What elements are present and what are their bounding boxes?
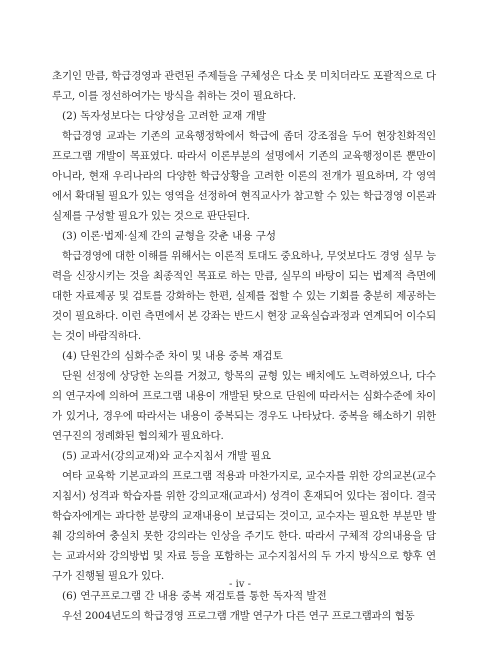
paragraph: 단원 선정에 상당한 논의를 거쳤고, 항목의 균형 있는 배치에도 노력하였으나, 다수의 연구자에 의하여 프로그램 내용이 개발된 탓으로 단원에 따라서는 심화수준에 차이가 있거나, 경우에 따라서는 내용이 중복되는 경우도 나타났다. 중복을 해소하기 위한 연구진의 정례화된 협의체가 필요하다. [52, 370, 436, 442]
section-heading: (5) 교과서(강의교재)와 교수지침서 개발 필요 [62, 450, 271, 462]
section-heading: (3) 이론·법제·실제 간의 균형을 갖춘 내용 구성 [62, 230, 277, 242]
page-number: - iv - [229, 579, 251, 590]
paragraph: 초기인 만큼, 학급경영과 관련된 주제들을 구체성은 다소 못 미치더라도 포괄적으로 다루고, 이를 정선하여가는 방식을 취하는 것이 필요하다. [52, 70, 436, 102]
body-text [52, 66, 436, 626]
paragraph: 우선 2004년도의 학급경영 프로그램 개발 연구가 다른 연구 프로그램과의 협동 [62, 610, 415, 622]
paragraph: 학급경영 교과는 기존의 교육행정학에서 학급에 좀더 강조점을 두어 현장친화적인 프로그램 개발이 목표였다. 따라서 이론부분의 설명에서 기존의 교육행정이론 뿐만이 아니라, 현재 우리나라의 다양한 학급상황을 고려한 이론의 전개가 필요하며, 각 영역에서 확대될 필요가 있는 영역을 선정하여 현직교사가 참고할 수 있는 학급경영 이론과 실제를 구성할 필요가 있는 것으로 판단된다. [52, 130, 436, 222]
paragraph: 학급경영에 대한 이해를 위해서는 이론적 토대도 중요하나, 무엇보다도 경영 실무 능력을 신장시키는 것을 최종적인 목표로 하는 만큼, 실무의 바탕이 되는 법제적 측면에 대한 자료제공 및 검토를 강화하는 한편, 실제를 접할 수 있는 기회를 충분히 제공하는 것이 필요하다. 이런 측면에서 본 강좌는 반드시 현장 교육실습과정과 연계되어 이수되는 것이 바람직하다. [52, 250, 436, 342]
section-heading: (6) 연구프로그램 간 내용 중복 재검토를 통한 독자적 발전 [62, 590, 327, 602]
section-heading: (2) 독자성보다는 다양성을 고려한 교재 개발 [62, 110, 266, 122]
paragraph: 여타 교육학 기본교과의 프로그램 적용과 마찬가지로, 교수자를 위한 강의교본(교수지침서) 성격과 학습자를 위한 강의교재(교과서) 성격이 혼재되어 있다는 점이다. 결국 학습자에게는 과다한 분량의 교재내용이 보급되는 것이고, 교수자는 필요한 부분만 발췌 강의하여 충실치 못한 강의라는 인상을 주기도 한다. 따라서 구체적 강의내용을 담는 교과서와 강의방법 및 자료 등을 포함하는 교수지침서의 두 가지 방식으로 향후 연구가 진행될 필요가 있다. [52, 470, 436, 582]
section-heading: (4) 단원간의 심화수준 차이 및 내용 중복 재검토 [62, 350, 283, 362]
